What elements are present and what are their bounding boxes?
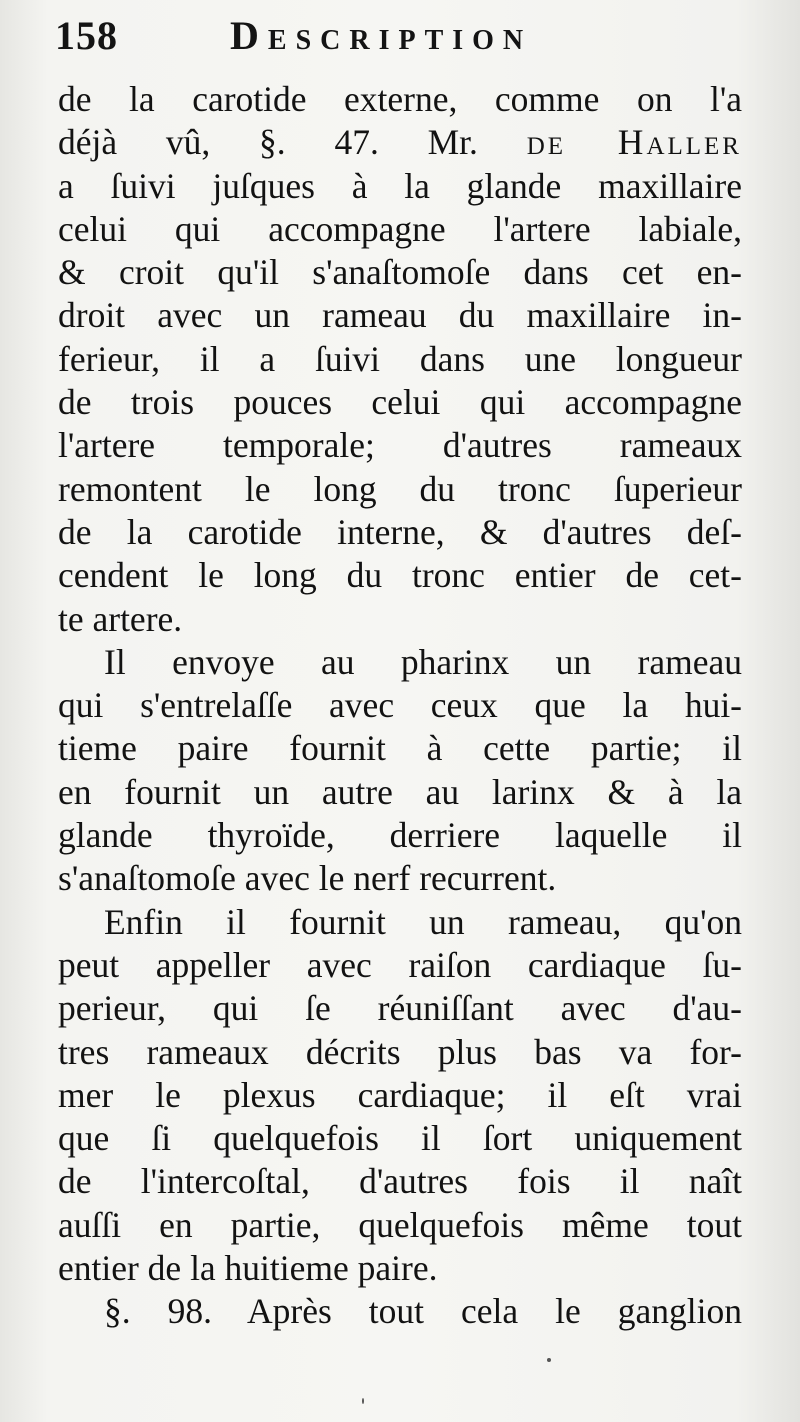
page-header [55, 12, 745, 62]
text-line: en fournit un autre au larinx & à la [58, 771, 742, 812]
text-line: remontent le long du tronc ſuperieur [58, 468, 742, 509]
paragraph-start-line: §. 98. Après tout cela le ganglion [104, 1291, 742, 1332]
paragraph-start-line: Il envoye au pharinx un rameau [104, 641, 742, 682]
text-line: que ſi quelquefois il ſort uniquement [58, 1118, 742, 1159]
ink-speck [362, 1398, 364, 1404]
text-line: cendent le long du tronc entier de cet- [58, 555, 742, 596]
text-line: tieme paire fournit à cette partie; il [58, 728, 742, 769]
text-line: de la carotide externe, comme on l'a [58, 79, 742, 119]
text-line: te artere. [58, 598, 183, 639]
text-line: peut appeller avec raiſon cardiaque ſu- [58, 944, 742, 985]
text-line: ferieur, il a ſuivi dans une longueur [58, 338, 742, 379]
body-text [58, 78, 742, 1334]
text-line: a ſuivi juſques à la glande maxillaire [58, 165, 742, 206]
ink-speck [547, 1358, 551, 1362]
text-line: de l'intercoſtal, d'autres fois il naît [58, 1161, 742, 1202]
small-caps-name: de Haller [526, 122, 742, 163]
text-line: entier de la huitieme paire. [58, 1248, 438, 1289]
text-line: l'artere temporale; d'autres rameaux [58, 425, 742, 466]
text-line: de trois pouces celui qui accompagne [58, 382, 742, 423]
text-line: auſſi en partie, quelquefois même tout [58, 1204, 742, 1245]
text-line: s'anaſtomoſe avec le nerf recurrent. [58, 858, 557, 899]
text-line: celui qui accompagne l'artere labiale, [58, 208, 742, 249]
text-line: perieur, qui ſe réuniſſant avec d'au- [58, 988, 742, 1029]
text-line: & croit qu'il s'anaſtomoſe dans cet en- [58, 252, 742, 293]
running-title: Description [230, 13, 533, 58]
text-line: qui s'entrelaſſe avec ceux que la hui- [58, 685, 742, 726]
text-line: déjà vû, §. 47. Mr. de Haller [58, 122, 742, 163]
page-number: 158 [55, 13, 118, 58]
text-line: mer le plexus cardiaque; il eſt vrai [58, 1074, 742, 1115]
paragraph-start-line: Enfin il fournit un rameau, qu'on [104, 901, 742, 942]
text-line: de la carotide interne, & d'autres deſ- [58, 511, 742, 552]
text-line: tres rameaux décrits plus bas va for- [58, 1031, 742, 1072]
text-line: glande thyroïde, derriere laquelle il [58, 815, 742, 856]
text-line: droit avec un rameau du maxillaire in- [58, 295, 742, 336]
